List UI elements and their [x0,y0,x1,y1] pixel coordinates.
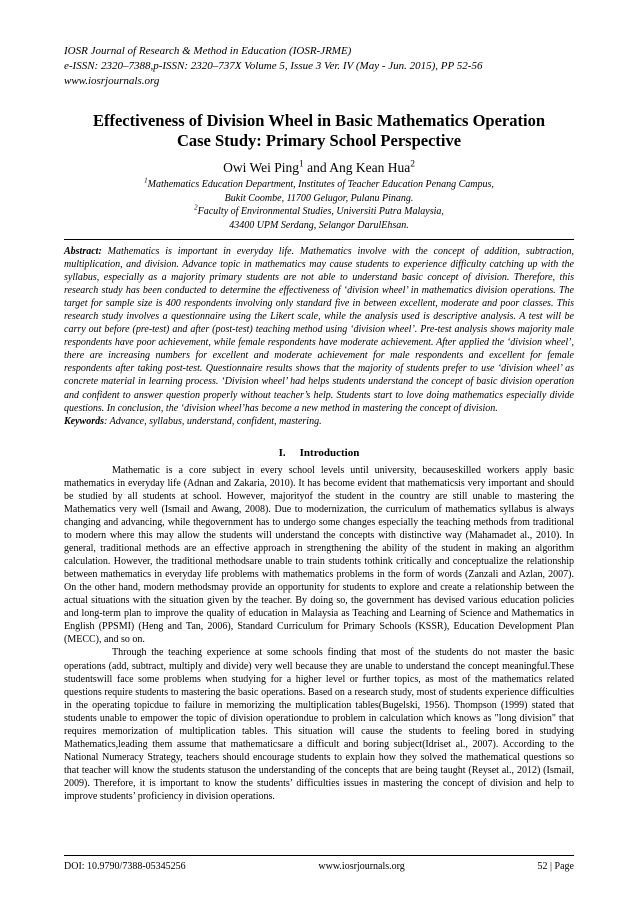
affil-1-line-1: Mathematics Education Department, Institutes of Teacher Education Penang Campus, [147,179,494,190]
affil-1-line-2: Bukit Coombe, 11700 Gelugor, Pulanu Pinang. [224,192,414,204]
section-title: Introduction [299,446,360,459]
footer-doi: DOI: 10.9790/7388-05345256 [64,861,186,872]
affil-2-sup: 2 [194,203,198,212]
page-footer [64,855,574,873]
author-2: Ang Kean Hua [329,160,411,175]
paper-page [64,44,574,803]
footer-page-number: 52 | Page [537,861,574,872]
author-1-sup: 1 [299,159,304,170]
journal-website: www.iosrjournals.org [64,75,160,87]
paragraph: Through the teaching experience at some schools finding that most of the students do not master the basic operations (add, subtract, multiply and divide) very well because they are unable to understand the concept meaningful.These studentswill face some problems when studying for a higher level or further topics, as most of the mathematics related questions require students to mastering the basic operations. Based on a research study, most of students experience difficulties in the operating topicdue to failure in memorizing the multiplication tables(Bugelski, 1956). Thompson (1999) stated that students unable to empower the topic of division operationdue to problem in calculation which knows as "long division" that requires memorization of multiplication tables. This situation will cause the students to feeling bored in studying Mathematics,leading them assume that mathematicsare a difficult and boring subject(Idriset al., 2007). According to the National Numeracy Strategy, teachers should encourage students to explain how they solved the mathematical questions so that teacher will know the students statuson the understanding of the concepts that are being taught (Reyset al., 2012) (Ismail, 2009). Therefore, it is important to know the students’ difficulties issues in mastering the concept of division and help to improve students’ proficiency in division operations. [64,647,574,803]
journal-name: IOSR Journal of Research & Method in Education (IOSR-JRME) [64,45,352,57]
author-conjunction: and [303,160,330,175]
journal-header [64,44,574,89]
title-line-1: Effectiveness of Division Wheel in Basic Mathematics Operation [92,111,546,130]
title-line-2: Case Study: Primary School Perspective [176,131,462,150]
paragraph: Mathematic is a core subject in every school levels until university, becauseskilled workers apply basic mathematics in everyday life (Adnan and Zakaria, 2010). It has become evident that mathematicsis very important and should be studied by all students at school. However, majorityof the student in the country are still unable to mastering the Mathematics very well (Ismail and Awang, 2008). Due to modernization, the curriculum of mathematics syllabus is always changing and advancing, while thegovernment has to undergo some changes especially the teaching methods from traditional to modern where this may allow the students will understand the concepts with distinctive way (Mahamadet al., 2010). In general, traditional methods are an effective approach in strengthening the ability of the student in making an algorithm calculation. However, the traditional methodsare unable to train students tothink critically and conceptualize the relationship between mathematics in everyday life problems with mathematics problems in the form of words (Zanzali and Azlan, 2007). On the other hand, modern methodsmay provide an opportunity for students to explore and create a relationship between the actual situations with the situation given by the teacher. By doing so, the government has devised various education policies and long-term plan to improve the quality of education in Malaysia as Teaching and Learning of Science and Mathematics in English (PPSMI) (Heng and Tan, 2006), Standard Curriculum for Primary Schools (KSSR), Education Development Plan (MECC), and so on. [64,464,574,646]
keywords [64,415,574,428]
author-1: Owi Wei Ping [223,160,299,175]
author-2-sup: 2 [410,159,415,170]
abstract [64,245,574,415]
affiliations [64,178,574,232]
affil-1-sup: 1 [144,176,148,185]
footer-site: www.iosrjournals.org [318,861,405,872]
paper-title [64,111,574,151]
abstract-label: Abstract: [64,246,102,257]
keywords-text: : Advance, syllabus, understand, confident, mastering. [104,415,322,427]
abstract-text: Mathematics is important in everyday life. Mathematics involve with the concept of addition, subtraction, multiplication, and division. Advance topic in mathematics may cause students to experience difficulty catching up with the syllabus, especially as a majority primary students are not able to understand basic concept of division. Therefore, this research study has been conducted to determine the effectiveness of ‘division wheel’ in mathematics division operations. The target for sample size is 400 respondents involving only standard five in between excellent, moderate and poor classes. This research study involves a questionnaire using the Likert scale, while the analysis used is descriptive analysis. A test will be carry out before (pre-test) and after (post-test) teaching method using ‘division wheel’. Pre-test analysis shows majority male respondents have poor achievement, while female respondents have moderate achievement. After applied the ‘division wheel’, there are increasing numbers for excellent and moderate achievement for male respondents and excellent for female respondents after taking post-test. Questionnaire results shows that the majority of students prefer to use ‘division wheel’ as concrete material in learning process. ‘Division wheel’ had helps students understand the concept of basic division operation and confident to answer question properly without teacher’s help. Students start to love doing mathematics especially divide questions. In conclusion, the ‘division wheel’has become a new method in mastering the concept of division. [64,246,574,414]
section-heading [64,446,574,460]
journal-issn: e-ISSN: 2320–7388,p-ISSN: 2320–737X Volume 5, Issue 3 Ver. IV (May - Jun. 2015), PP 52-56 [64,60,483,72]
affil-2-line-1: Faculty of Environmental Studies, Universiti Putra Malaysia, [197,206,444,217]
section-number: I. [278,446,286,459]
author-list [64,159,574,176]
keywords-label: Keywords [64,415,104,427]
affil-2-line-2: 43400 UPM Serdang, Selangor DarulEhsan. [229,219,409,231]
abstract-divider [64,239,574,240]
